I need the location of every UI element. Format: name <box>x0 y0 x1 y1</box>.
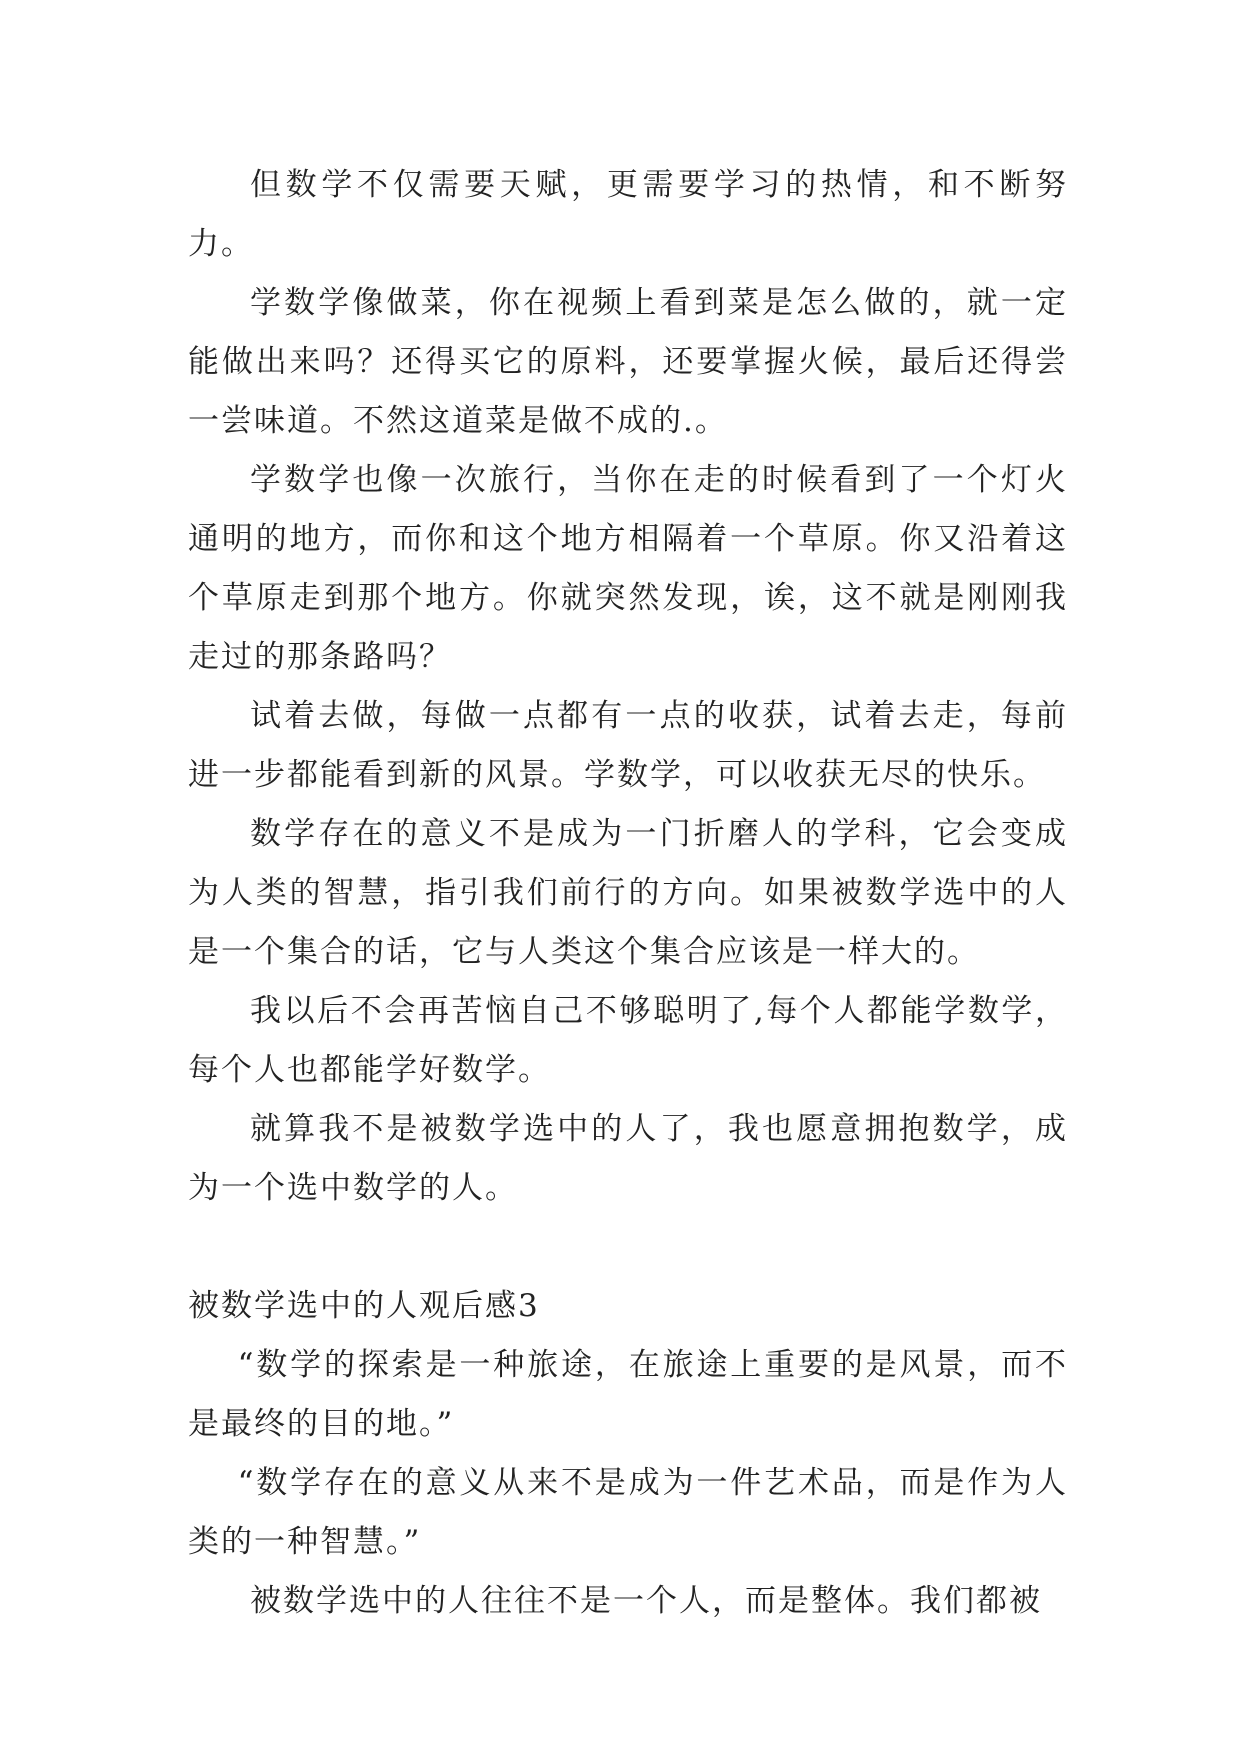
paragraph: 但数学不仅需要天赋，更需要学习的热情，和不断努力。 <box>188 167 1068 262</box>
section-title: 被数学选中的人观后感3 <box>188 1288 540 1324</box>
paragraph: 学数学也像一次旅行，当你在走的时候看到了一个灯火通明的地方，而你和这个地方相隔着一个草原。你又沿着这个草原走到那个地方。你就突然发现，诶，这不就是刚刚我走过的那条路吗？ <box>188 462 1068 675</box>
document-body <box>188 156 1068 1631</box>
paragraph: 我以后不会再苦恼自己不够聪明了,每个人都能学数学，每个人也都能学好数学。 <box>188 993 1068 1088</box>
paragraph: 被数学选中的人往往不是一个人，而是整体。我们都被 <box>250 1583 1042 1619</box>
quote-paragraph: “数学存在的意义从来不是成为一件艺术品，而是作为人类的一种智慧。” <box>188 1465 1068 1560</box>
paragraph: 试着去做，每做一点都有一点的收获，试着去走，每前进一步都能看到新的风景。学数学，可以收获无尽的快乐。 <box>188 698 1068 793</box>
paragraph: 学数学像做菜，你在视频上看到菜是怎么做的，就一定能做出来吗？还得买它的原料，还要掌握火候，最后还得尝一尝味道。不然这道菜是做不成的.。 <box>188 285 1068 439</box>
paragraph: 数学存在的意义不是成为一门折磨人的学科，它会变成为人类的智慧，指引我们前行的方向。如果被数学选中的人是一个集合的话，它与人类这个集合应该是一样大的。 <box>188 816 1068 970</box>
paragraph: 就算我不是被数学选中的人了，我也愿意拥抱数学，成为一个选中数学的人。 <box>188 1111 1068 1206</box>
quote-paragraph: “数学的探索是一种旅途，在旅途上重要的是风景，而不是最终的目的地。” <box>188 1347 1068 1442</box>
